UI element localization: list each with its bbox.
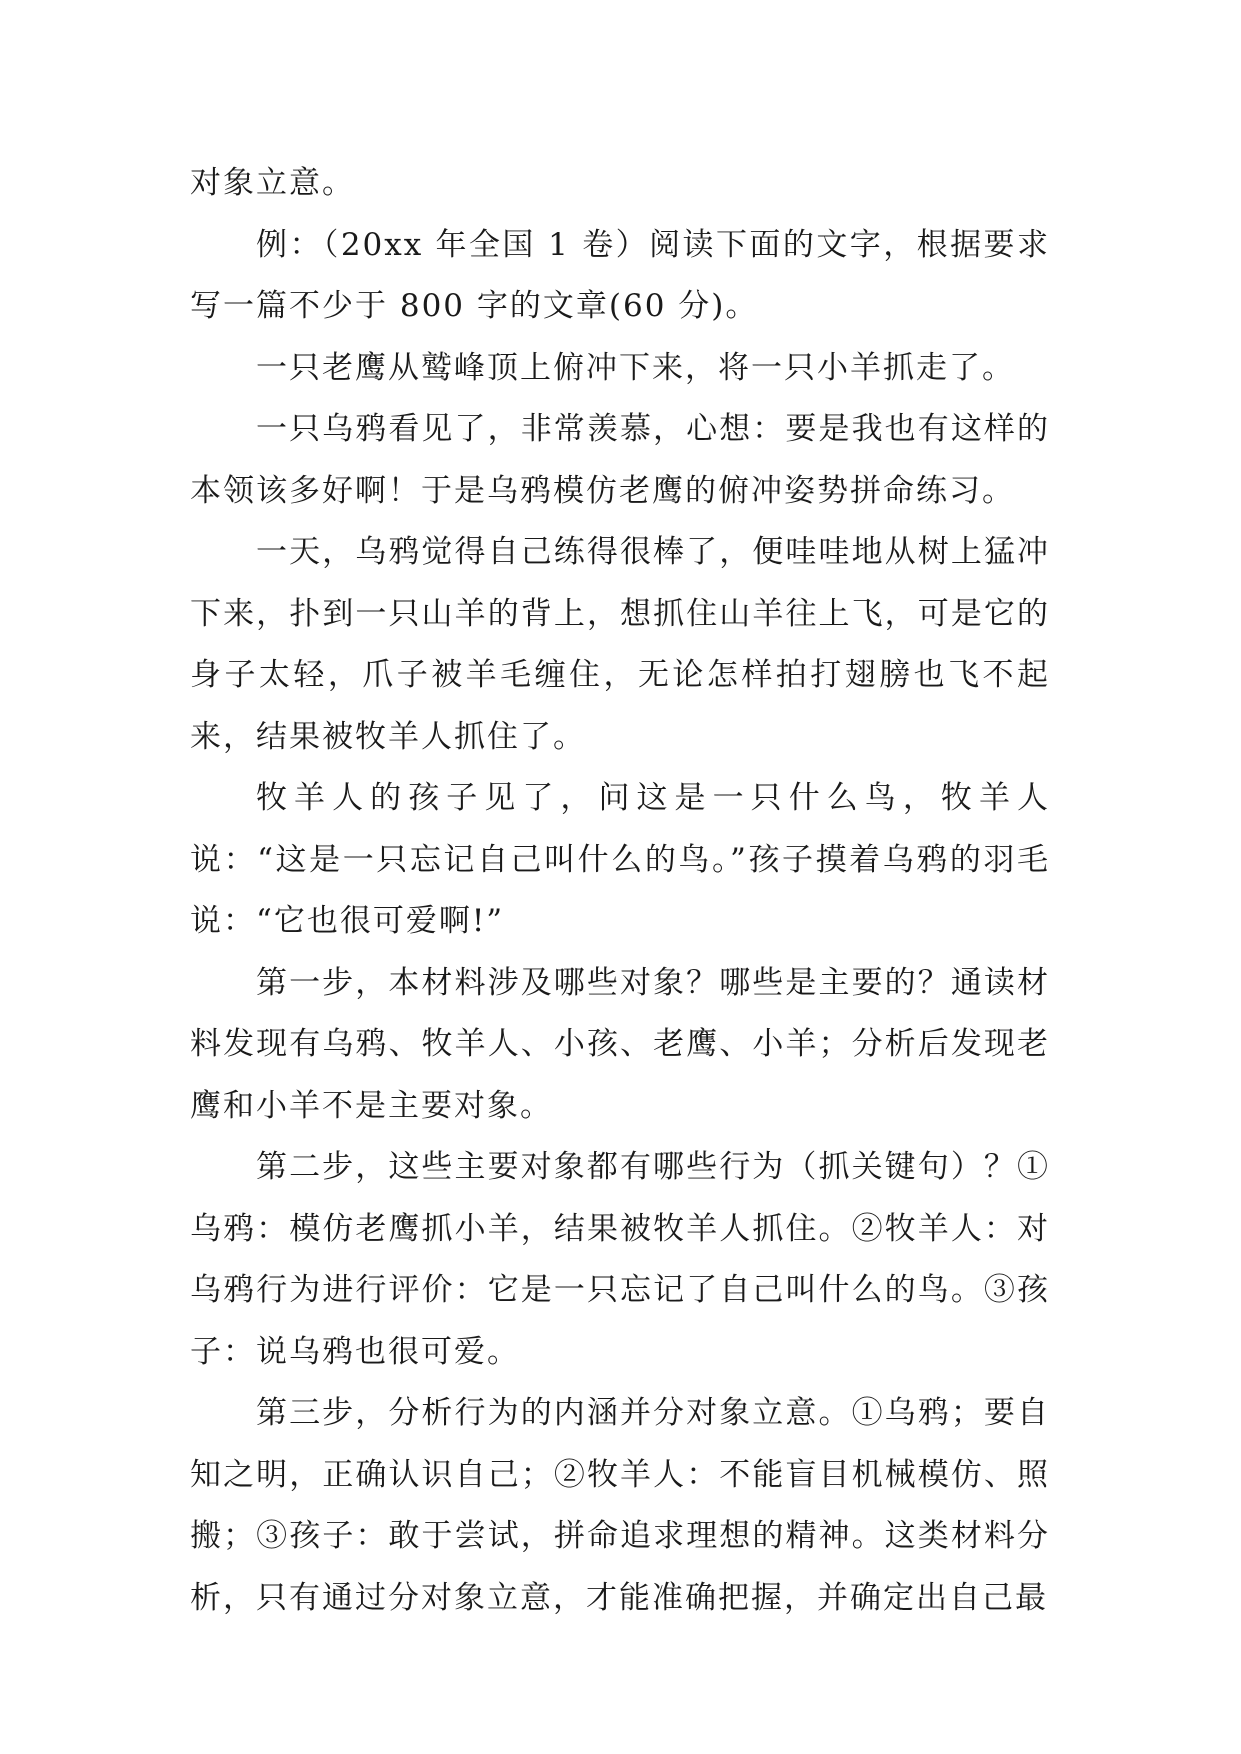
paragraph-crow-envy: 一只乌鸦看见了，非常羡慕，心想：要是我也有这样的本领该多好啊！于是乌鸦模仿老鹰的俯冲姿势拼命练习。 bbox=[190, 411, 1050, 509]
paragraph-continuation: 对象立意。 bbox=[190, 165, 355, 201]
paragraph-crow-attempt: 一天，乌鸦觉得自己练得很棒了，便哇哇地从树上猛冲下来，扑到一只山羊的背上，想抓住山羊往上飞，可是它的身子太轻，爪子被羊毛缠住，无论怎样拍打翅膀也飞不起来，结果被牧羊人抓住了。 bbox=[190, 534, 1050, 755]
paragraph-step-one: 第一步，本材料涉及哪些对象？哪些是主要的？通读材料发现有乌鸦、牧羊人、小孩、老鹰、小羊；分析后发现老鹰和小羊不是主要对象。 bbox=[190, 964, 1050, 1124]
document-body bbox=[190, 153, 1050, 1629]
paragraph-shepherd-child: 牧羊人的孩子见了，问这是一只什么鸟，牧羊人说：“这是一只忘记自己叫什么的鸟。”孩子摸着乌鸦的羽毛说：“它也很可爱啊!” bbox=[190, 780, 1050, 939]
paragraph-step-two: 第二步，这些主要对象都有哪些行为（抓关键句）？①乌鸦：模仿老鹰抓小羊，结果被牧羊人抓住。②牧羊人：对乌鸦行为进行评价：它是一只忘记了自己叫什么的鸟。③孩子：说乌鸦也很可爱。 bbox=[190, 1149, 1050, 1370]
paragraph-example-prompt: 例：（20xx 年全国 1 卷）阅读下面的文字，根据要求写一篇不少于 800 字的文章(60 分)。 bbox=[190, 226, 1050, 324]
paragraph-step-three: 第三步，分析行为的内涵并分对象立意。①乌鸦；要自知之明，正确认识自己；②牧羊人：不能盲目机械模仿、照搬；③孩子：敢于尝试，拼命追求理想的精神。这类材料分析，只有通过分对象立意，才能准确把握，并确定出自己最 bbox=[190, 1395, 1050, 1616]
paragraph-eagle: 一只老鹰从鹫峰顶上俯冲下来，将一只小羊抓走了。 bbox=[256, 349, 1015, 386]
